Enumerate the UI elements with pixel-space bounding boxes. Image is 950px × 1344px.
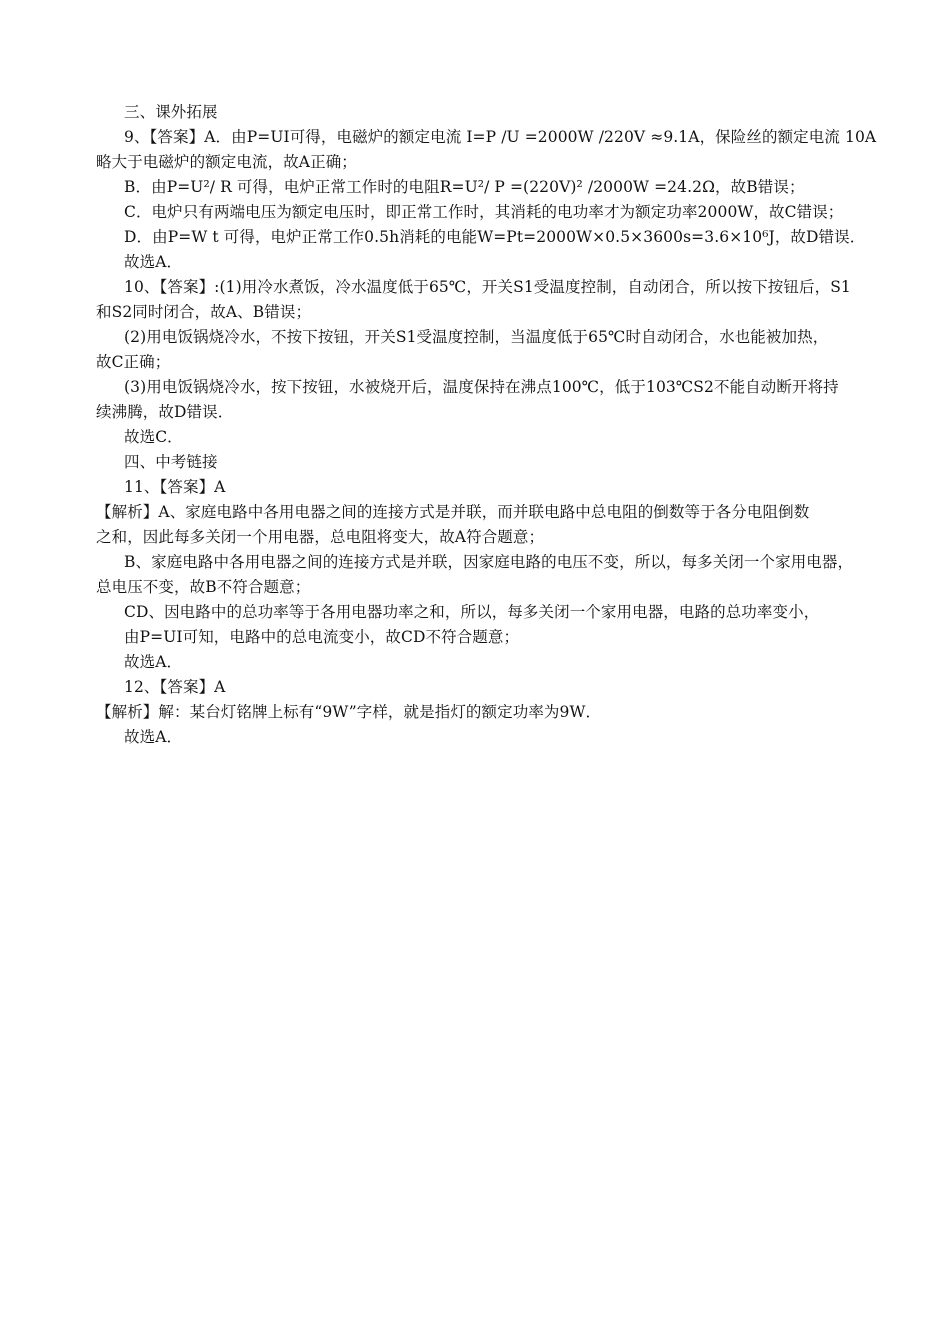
text-line: 故选A． xyxy=(124,653,183,671)
text-line: 和S2同时闭合，故A、B错误； xyxy=(96,303,312,321)
text-line: 9、【答案】A．由P=UI可得，电磁炉的额定电流 I=P /U =2000W /220V ≈9.1A，保险丝的额定电流 10A xyxy=(124,128,877,146)
text-line: D．由P=W t 可得，电炉正常工作0.5h消耗的电能W=Pt=2000W×0.5×3600s=3.6×10⁶J，故D错误． xyxy=(124,228,866,246)
text-line: 【解析】解：某台灯铭牌上标有“9W”字样，就是指灯的额定功率为9W． xyxy=(96,703,602,721)
text-line: 11、【答案】A xyxy=(124,478,226,496)
text-line: 【解析】A、家庭电路中各用电器之间的连接方式是并联，而并联电路中总电阻的倒数等于各分电阻倒数 xyxy=(96,503,810,521)
text-line: (3)用电饭锅烧冷水，按下按钮，水被烧开后，温度保持在沸点100℃，低于103℃S2不能自动断开将持 xyxy=(124,378,839,396)
text-line: 之和，因此每多关闭一个用电器，总电阻将变大，故A符合题意； xyxy=(96,528,545,546)
text-line: 10、【答案】:(1)用冷水煮饭，冷水温度低于65℃，开关S1受温度控制，自动闭合，所以按下按钮后，S1 xyxy=(124,278,851,296)
text-line: 12、【答案】A xyxy=(124,678,226,696)
text-line: 略大于电磁炉的额定电流，故A正确； xyxy=(96,153,357,171)
text-line: 故C正确； xyxy=(96,353,171,371)
text-line: 故选A． xyxy=(124,728,183,746)
text-line: 总电压不变，故B不符合题意； xyxy=(96,578,311,596)
section-heading: 四、中考链接 xyxy=(124,453,218,471)
text-line: 三、课外拓展 xyxy=(124,103,218,121)
text-line: CD、因电路中的总功率等于各用电器功率之和，所以，每多关闭一个家用电器，电路的总功率变小， xyxy=(124,603,820,621)
text-line: B、家庭电路中各用电器之间的连接方式是并联，因家庭电路的电压不变，所以，每多关闭一个家用电器， xyxy=(124,553,854,571)
text-line: 由P=UI可知，电路中的总电流变小，故CD不符合题意； xyxy=(124,628,520,646)
document-page xyxy=(96,100,877,750)
text-line: 续沸腾，故D错误． xyxy=(96,403,234,421)
text-line: (2)用电饭锅烧冷水，不按下按钮，开关S1受温度控制，当温度低于65℃时自动闭合，水也能被加热， xyxy=(124,328,829,346)
text-line: 故选A． xyxy=(124,253,183,271)
text-line: B．由P=U²/ R 可得，电炉正常工作时的电阻R=U²/ P =(220V)² /2000W =24.2Ω，故B错误； xyxy=(124,178,805,196)
text-line: C．电炉只有两端电压为额定电压时，即正常工作时，其消耗的电功率才为额定功率2000W，故C错误； xyxy=(124,203,844,221)
text-line: 故选C． xyxy=(124,428,183,446)
